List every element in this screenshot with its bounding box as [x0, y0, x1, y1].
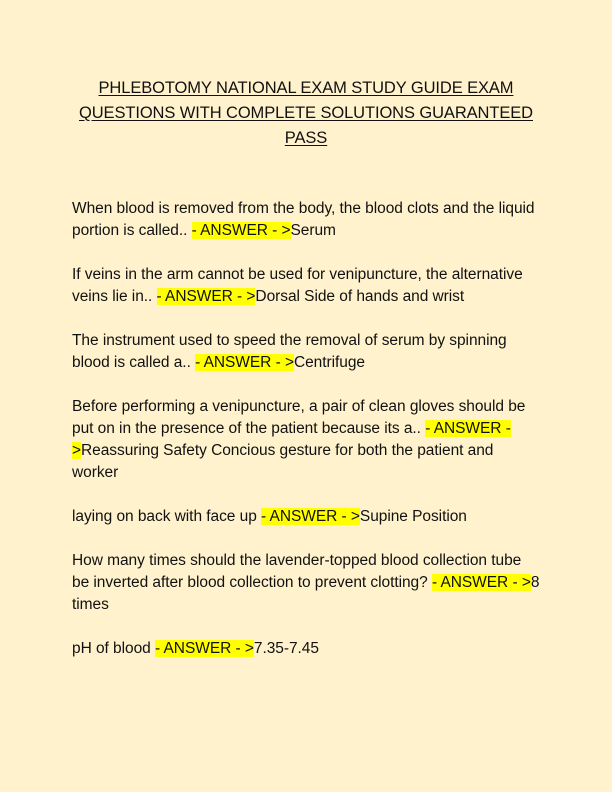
qa-item-lavender-tube: [72, 550, 540, 616]
answer-marker: - ANSWER - >: [195, 354, 294, 371]
title-line-3: PASS: [284, 129, 328, 147]
answer-marker: - ANSWER - >: [261, 508, 360, 525]
answer-marker: - ANSWER - >: [156, 288, 256, 305]
question-text: laying on back with face up: [72, 508, 262, 525]
question-text: When blood is removed from the body, the blood clots and the liquid portion is called..: [72, 200, 535, 239]
answer-text: 8 times: [72, 574, 540, 613]
answer-text: Serum: [290, 222, 336, 239]
title-line-2: QUESTIONS WITH COMPLETE SOLUTIONS GUARANTEED: [79, 104, 533, 122]
question-text: The instrument used to speed the removal of serum by spinning blood is called a..: [72, 332, 507, 371]
question-text: Before performing a venipuncture, a pair of clean gloves should be put on in the presence of the patient because its a..: [72, 398, 526, 437]
question-text: pH of blood: [72, 640, 155, 657]
answer-text: Dorsal Side of hands and wrist: [255, 288, 465, 305]
qa-item-serum: [72, 198, 540, 242]
qa-item-supine: [72, 506, 540, 528]
answer-marker: - ANSWER - >: [191, 222, 291, 239]
answer-text: 7.35-7.45: [253, 640, 319, 657]
answer-text: Reassuring Safety Concious gesture for both the patient and worker: [72, 442, 494, 481]
qa-item-dorsal-veins: [72, 264, 540, 308]
question-text: How many times should the lavender-topped blood collection tube be inverted after blood collection to prevent clotting?: [72, 552, 522, 591]
qa-item-blood-ph: [72, 638, 540, 660]
answer-text: Centrifuge: [293, 354, 365, 371]
answer-marker: - ANSWER - >: [72, 420, 511, 459]
answer-text: Supine Position: [359, 508, 467, 525]
answer-marker: - ANSWER - >: [155, 640, 254, 657]
qa-item-centrifuge: [72, 330, 540, 374]
question-text: If veins in the arm cannot be used for venipuncture, the alternative veins lie in..: [72, 266, 523, 305]
qa-item-gloves: [72, 396, 540, 484]
title-line-1: PHLEBOTOMY NATIONAL EXAM STUDY GUIDE EXAM: [98, 79, 514, 97]
qa-list: [72, 198, 540, 660]
document-title: [72, 0, 540, 151]
answer-marker: - ANSWER - >: [431, 574, 531, 591]
